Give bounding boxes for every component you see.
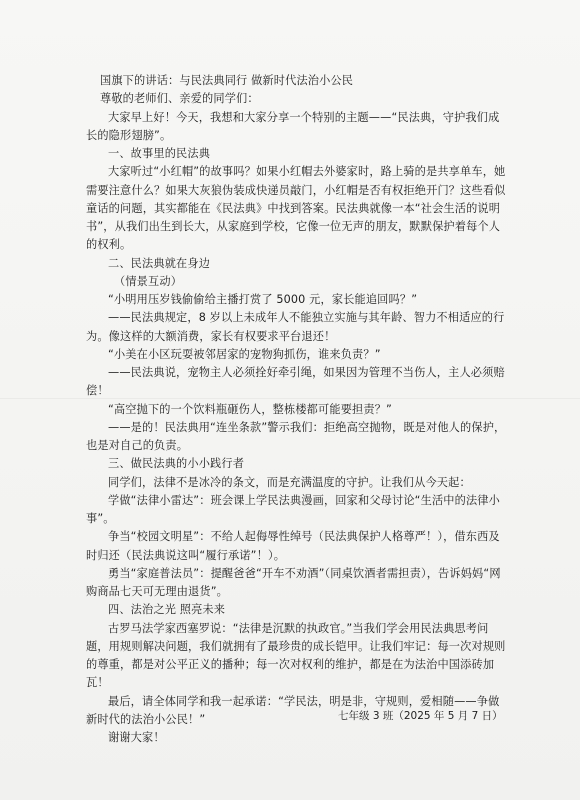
scenario-answer-3: ——是的！民法典用“连坐条款”警示我们：拒绝高空抛物，既是对他人的保护，也是对自己的负责。 bbox=[86, 420, 506, 452]
speech-title: 国旗下的讲话：与民法典同行 做新时代法治小公民 bbox=[100, 74, 354, 87]
section3-paragraph-2: 学做“法律小雷达”：班会课上学民法典漫画，回家和父母讨论“生活中的法律小事”。 bbox=[86, 493, 500, 525]
scenario-answer-2: ——民法典说，宠物主人必须拴好牵引绳，如果因为管理不当伤人，主人必须赔偿！ bbox=[86, 366, 505, 398]
section4-paragraph-1: 古罗马法学家西塞罗说：“法律是沉默的执政官。”当我们学会用民法典思考问题，用规则解决问题，我们就拥有了最珍贵的成长铠甲。让我们牢记：每一次对规则的尊重，都是对公平正义的播种；每一次对权利的维护，都是在为法治中国添砖加瓦！ bbox=[86, 621, 506, 690]
section3-paragraph-4: 勇当“家庭普法员”：提醒爸爸“开车不劝酒”（同桌饮酒者需担责），告诉妈妈“网购商品七天可无理由退货”。 bbox=[86, 566, 501, 598]
section-heading-4: 四、法治之光 照亮未来 bbox=[108, 603, 226, 617]
section3-paragraph-3: 争当“校园文明星”：不给人起侮辱性绰号（民法典保护人格尊严！），借东西及时归还（民法典说这叫“履行承诺”！）。 bbox=[86, 530, 500, 562]
speech-body bbox=[86, 72, 506, 747]
class-and-date-signature: 七年级 3 班（2025 年 5 月 7 日） bbox=[338, 710, 503, 722]
section-heading-2: 二、民法典就在身边 bbox=[108, 256, 211, 270]
section1-paragraph: 大家听过“小红帽”的故事吗？如果小红帽去外婆家时，路上骑的是共享单车，她需要注意什么？如果大灰狼伪装成快递员敲门，小红帽是否有权拒绝开门？这些看似童话的问题，其实都能在《民法典》中找到答案。民法典就像一本“社会生活的说明书”，从我们出生到长大，从家庭到学校，它像一位无声的朋友，默默保护着每个人的权利。 bbox=[86, 165, 506, 252]
intro-paragraph: 大家早上好！今天，我想和大家分享一个特别的主题——“民法典，守护我们成长的隐形翅膀”。 bbox=[86, 110, 500, 142]
section2-subheading: （情景互动） bbox=[114, 274, 183, 288]
section-heading-3: 三、做民法典的小小践行者 bbox=[108, 457, 245, 471]
scenario-answer-1: ——民法典规定，8 岁以上未成年人不能独立实施与其年龄、智力不相适应的行为。像这样的大额消费，家长有权要求平台退还！ bbox=[86, 311, 505, 343]
scenario-question-3: “高空抛下的一个饮料瓶砸伤人，整栋楼都可能要担责？” bbox=[108, 402, 392, 416]
closing-thanks: 谢谢大家！ bbox=[108, 731, 165, 744]
section3-paragraph-1: 同学们，法律不是冰冷的条文，而是充满温度的守护。让我们从今天起： bbox=[108, 475, 471, 489]
greeting: 尊敬的老师们、亲爱的同学们： bbox=[100, 92, 259, 106]
section-heading-1: 一、故事里的民法典 bbox=[108, 147, 211, 160]
scenario-question-2: “小美在小区玩耍被邻居家的宠物狗抓伤，谁来负责？” bbox=[108, 347, 381, 361]
scenario-question-1: “小明用压岁钱偷偷给主播打赏了 5000 元，家长能追回吗？” bbox=[108, 293, 418, 306]
section4-paragraph-2: 最后，请全体同学和我一起承诺：“学民法，明是非，守规则，爱相随——争做新时代的法治小公民！” bbox=[86, 694, 500, 726]
